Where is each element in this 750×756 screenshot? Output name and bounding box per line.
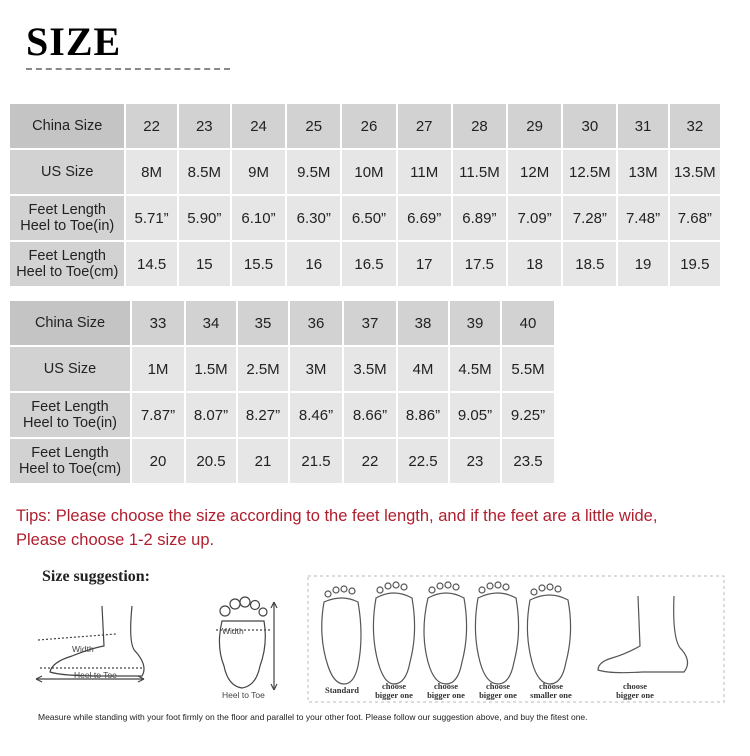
size-cell: 8.27” [237, 392, 289, 438]
size-cell: 7.48” [617, 195, 668, 241]
size-cell: 8.07” [185, 392, 237, 438]
bigger-foot-icon-3 [475, 593, 518, 684]
size-cell: 4.5M [449, 346, 501, 392]
size-cell: 7.87” [131, 392, 185, 438]
size-cell: 13M [617, 149, 668, 195]
size-cell: 9.5M [286, 149, 341, 195]
choose-bigger-label-2: choose bigger one [427, 681, 465, 700]
size-cell: 6.89” [452, 195, 507, 241]
size-cell: 22 [125, 103, 177, 149]
smaller-foot-icon [527, 595, 570, 684]
size-cell: 11M [397, 149, 452, 195]
size-table-2 [8, 299, 556, 485]
size-suggestion-panel [32, 566, 732, 746]
size-cell: 38 [397, 300, 449, 346]
size-cell: 9.05” [449, 392, 501, 438]
size-cell: 3.5M [343, 346, 397, 392]
choose-bigger-label-3: choose bigger one [479, 681, 517, 700]
size-cell: 27 [397, 103, 452, 149]
size-cell: 39 [449, 300, 501, 346]
size-cell: 37 [343, 300, 397, 346]
size-cell: 8.66” [343, 392, 397, 438]
size-row [9, 438, 555, 484]
size-row [9, 103, 721, 149]
size-row [9, 346, 555, 392]
size-cell: 8.86” [397, 392, 449, 438]
choose-smaller-label: choose smaller one [530, 681, 572, 700]
size-suggestion-title: Size suggestion: [42, 568, 150, 585]
size-cell: 29 [507, 103, 562, 149]
size-row [9, 241, 721, 287]
size-cell: 12M [507, 149, 562, 195]
row-label: China Size [9, 300, 131, 346]
size-cell: 20.5 [185, 438, 237, 484]
size-cell: 23.5 [501, 438, 555, 484]
size-cell: 7.28” [562, 195, 617, 241]
size-cell: 34 [185, 300, 237, 346]
size-row [9, 195, 721, 241]
size-cell: 10M [341, 149, 396, 195]
tips-line-2: Please choose 1-2 size up. [16, 531, 215, 549]
size-cell: 22 [343, 438, 397, 484]
title-underline [26, 68, 230, 70]
size-cell: 9.25” [501, 392, 555, 438]
size-cell: 15 [178, 241, 231, 287]
size-cell: 18 [507, 241, 562, 287]
size-cell: 4M [397, 346, 449, 392]
top-foot-icon [216, 597, 277, 690]
size-cell: 11.5M [452, 149, 507, 195]
size-cell: 22.5 [397, 438, 449, 484]
size-cell: 20 [131, 438, 185, 484]
size-cell: 23 [178, 103, 231, 149]
size-cell: 19.5 [669, 241, 721, 287]
choose-bigger-label-1: choose bigger one [375, 681, 413, 700]
size-cell: 31 [617, 103, 668, 149]
row-label: China Size [9, 103, 125, 149]
size-cell: 7.68” [669, 195, 721, 241]
tips-line-1: Tips: Please choose the size according to the feet length, and if the feet are a little wide, [16, 507, 658, 525]
standard-label: Standard [324, 685, 359, 695]
row-label: Feet Length Heel to Toe(cm) [9, 241, 125, 287]
size-row [9, 300, 555, 346]
size-cell: 12.5M [562, 149, 617, 195]
size-cell: 17.5 [452, 241, 507, 287]
standard-foot-icon [322, 598, 361, 684]
size-cell: 5.5M [501, 346, 555, 392]
size-cell: 13.5M [669, 149, 721, 195]
size-cell: 1M [131, 346, 185, 392]
size-cell: 40 [501, 300, 555, 346]
size-cell: 8M [125, 149, 177, 195]
size-cell: 5.90” [178, 195, 231, 241]
size-row [9, 392, 555, 438]
size-cell: 23 [449, 438, 501, 484]
row-label: Feet Length Heel to Toe(cm) [9, 438, 131, 484]
size-cell: 16 [286, 241, 341, 287]
size-cell: 9M [231, 149, 286, 195]
size-cell: 7.09” [507, 195, 562, 241]
size-cell: 28 [452, 103, 507, 149]
size-cell: 32 [669, 103, 721, 149]
page-title: SIZE [26, 19, 122, 64]
row-label: Feet Length Heel to Toe(in) [9, 392, 131, 438]
width-label-top: Width [222, 626, 244, 636]
choose-bigger-label-4: choose bigger one [616, 681, 654, 700]
size-cell: 5.71” [125, 195, 177, 241]
bigger-foot-icon-2 [424, 593, 467, 684]
width-label-side: Width [72, 644, 94, 654]
size-cell: 6.50” [341, 195, 396, 241]
row-label: Feet Length Heel to Toe(in) [9, 195, 125, 241]
size-cell: 8.5M [178, 149, 231, 195]
size-cell: 6.69” [397, 195, 452, 241]
row-label: US Size [9, 346, 131, 392]
size-cell: 2.5M [237, 346, 289, 392]
size-cell: 30 [562, 103, 617, 149]
row-label: US Size [9, 149, 125, 195]
raised-toe-foot-icon [598, 596, 688, 673]
toe-icons [325, 582, 561, 597]
size-cell: 3M [289, 346, 343, 392]
size-cell: 35 [237, 300, 289, 346]
tips-text [16, 504, 741, 552]
size-cell: 16.5 [341, 241, 396, 287]
size-table-1 [8, 102, 722, 288]
size-cell: 26 [341, 103, 396, 149]
size-cell: 8.46” [289, 392, 343, 438]
heel-to-toe-label-side: Heel to Toe [74, 670, 117, 680]
measure-note: Measure while standing with your foot firmly on the floor and parallel to your other foot. Please follow our suggestion above, and buy the fitest one. [38, 712, 588, 722]
size-cell: 33 [131, 300, 185, 346]
size-cell: 21 [237, 438, 289, 484]
size-cell: 6.10” [231, 195, 286, 241]
size-cell: 36 [289, 300, 343, 346]
size-cell: 18.5 [562, 241, 617, 287]
size-cell: 24 [231, 103, 286, 149]
size-cell: 21.5 [289, 438, 343, 484]
heel-to-toe-label-top: Heel to Toe [222, 690, 265, 700]
size-cell: 25 [286, 103, 341, 149]
size-cell: 14.5 [125, 241, 177, 287]
size-cell: 6.30” [286, 195, 341, 241]
size-row [9, 149, 721, 195]
size-cell: 19 [617, 241, 668, 287]
bigger-foot-icon [373, 593, 414, 684]
size-cell: 17 [397, 241, 452, 287]
size-cell: 15.5 [231, 241, 286, 287]
size-cell: 1.5M [185, 346, 237, 392]
